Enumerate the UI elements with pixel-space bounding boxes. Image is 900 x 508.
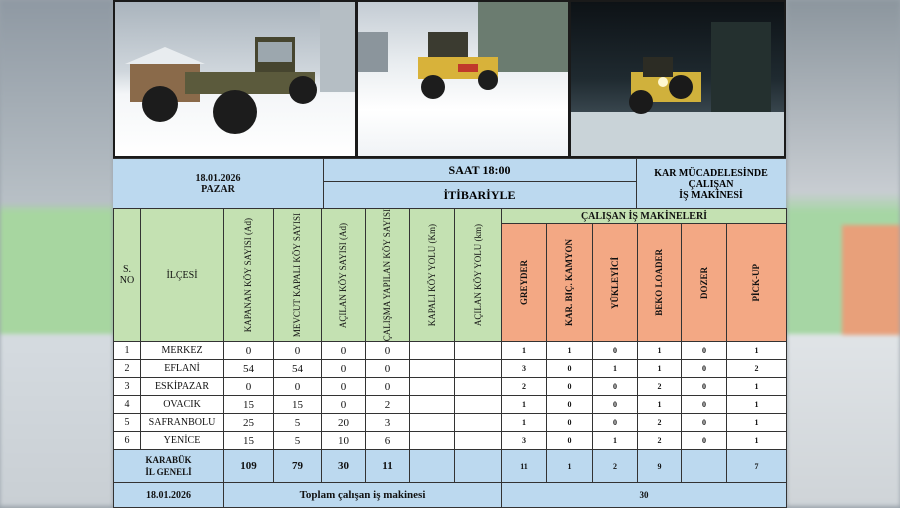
table-cell: SAFRANBOLU xyxy=(141,414,224,432)
col-acilan-header: AÇILAN KÖY SAYISI (Ad) xyxy=(322,209,366,342)
background-left-blur xyxy=(0,0,113,506)
table-cell xyxy=(410,360,455,378)
photo-grader-village xyxy=(115,2,355,156)
snow-report-table xyxy=(113,208,787,508)
table-cell: 0 xyxy=(322,342,366,360)
table-cell: OVACIK xyxy=(141,396,224,414)
table-row xyxy=(114,432,787,450)
table-cell: 0 xyxy=(593,342,638,360)
table-cell: 15 xyxy=(224,396,274,414)
col-mevcut-header: MEVCUT KAPALI KÖY SAYISI xyxy=(274,209,322,342)
table-cell xyxy=(455,432,502,450)
footer-row xyxy=(114,483,787,508)
photo-grader-road xyxy=(358,2,568,156)
machines-title-line-2: ÇALIŞAN xyxy=(688,178,734,190)
total-label: KARABÜK İL GENELİ xyxy=(114,450,224,483)
table-cell: 0 xyxy=(682,396,727,414)
table-cell: 1 xyxy=(502,414,547,432)
table-cell: 1 xyxy=(547,450,593,483)
table-cell: 54 xyxy=(224,360,274,378)
table-cell xyxy=(455,342,502,360)
table-cell: 1 xyxy=(593,432,638,450)
col-kapanan-header: KAPANAN KÖY SAYISI (Ad) xyxy=(224,209,274,342)
table-cell xyxy=(455,396,502,414)
col-pickup-header: PİCK-UP xyxy=(727,224,787,342)
table-cell: 0 xyxy=(322,378,366,396)
total-kapanan: 109 xyxy=(224,450,274,483)
table-cell: 10 xyxy=(322,432,366,450)
table-cell: 6 xyxy=(366,432,410,450)
background-orange-block xyxy=(842,225,900,335)
table-cell: 0 xyxy=(322,360,366,378)
table-cell: 0 xyxy=(224,378,274,396)
report-day: PAZAR xyxy=(201,184,235,195)
table-row xyxy=(114,378,787,396)
table-cell: 1 xyxy=(727,396,787,414)
table-cell: 25 xyxy=(224,414,274,432)
table-cell: 3 xyxy=(366,414,410,432)
table-cell: 0 xyxy=(547,414,593,432)
table-cell: 0 xyxy=(593,396,638,414)
table-cell xyxy=(455,378,502,396)
table-cell xyxy=(455,360,502,378)
table-cell: EFLANİ xyxy=(141,360,224,378)
table-cell: 0 xyxy=(274,378,322,396)
table-cell: 3 xyxy=(502,360,547,378)
table-cell: 0 xyxy=(547,360,593,378)
table-row xyxy=(114,414,787,432)
header-date-cell xyxy=(113,159,324,209)
table-cell: 15 xyxy=(224,432,274,450)
col-kamyon-header: KAR. BIÇ. KAMYON xyxy=(547,224,593,342)
table-cell: 2 xyxy=(593,450,638,483)
table-cell: 0 xyxy=(547,432,593,450)
table-cell: 0 xyxy=(593,378,638,396)
report-header xyxy=(113,158,786,209)
table-cell: 1 xyxy=(638,360,682,378)
table-cell: 1 xyxy=(593,360,638,378)
table-cell: 1 xyxy=(727,378,787,396)
table-cell xyxy=(410,414,455,432)
footer-date: 18.01.2026 xyxy=(114,483,224,508)
total-acilan: 30 xyxy=(322,450,366,483)
table-cell: MERKEZ xyxy=(141,342,224,360)
col-greyder-header: GREYDER xyxy=(502,224,547,342)
machines-title-line-1: KAR MÜCADELESİNDE xyxy=(654,167,768,179)
col-calisma-header: ÇALIŞMA YAPILAN KÖY SAYISI xyxy=(366,209,410,342)
table-cell: 15 xyxy=(274,396,322,414)
table-cell xyxy=(410,342,455,360)
total-mevcut: 79 xyxy=(274,450,322,483)
table-cell: 1 xyxy=(502,342,547,360)
table-cell: 1 xyxy=(638,342,682,360)
table-cell: 0 xyxy=(682,414,727,432)
table-cell xyxy=(455,414,502,432)
table-cell xyxy=(410,432,455,450)
background-right-blur xyxy=(787,0,900,506)
table-cell: 54 xyxy=(274,360,322,378)
table-cell: 0 xyxy=(682,342,727,360)
table-cell: 0 xyxy=(366,360,410,378)
total-calisma: 11 xyxy=(366,450,410,483)
table-cell: 5 xyxy=(274,432,322,450)
col-kapali-yol-header: KAPALI KÖY YOLU (Km) xyxy=(410,209,455,342)
table-cell: 1 xyxy=(114,342,141,360)
table-cell xyxy=(455,450,502,483)
table-cell: 2 xyxy=(638,432,682,450)
machines-title xyxy=(636,159,786,209)
table-row xyxy=(114,396,787,414)
report-date: 18.01.2026 xyxy=(195,173,241,184)
table-cell: 2 xyxy=(502,378,547,396)
table-cell: 0 xyxy=(682,360,727,378)
table-cell: 4 xyxy=(114,396,141,414)
table-cell: 2 xyxy=(727,360,787,378)
table-cell: 0 xyxy=(547,378,593,396)
table-cell: 11 xyxy=(502,450,547,483)
report-as-of: İTİBARİYLE xyxy=(323,182,637,209)
machines-header: ÇALIŞAN İŞ MAKİNELERİ xyxy=(502,209,787,224)
table-cell: ESKİPAZAR xyxy=(141,378,224,396)
photo-strip xyxy=(113,0,786,158)
table-cell: 0 xyxy=(366,378,410,396)
table-cell xyxy=(682,450,727,483)
photo-grader-night xyxy=(571,2,784,156)
table-cell: 7 xyxy=(727,450,787,483)
grader-night-illustration xyxy=(571,2,784,156)
table-cell: 20 xyxy=(322,414,366,432)
table-cell: 0 xyxy=(682,432,727,450)
table-cell: 1 xyxy=(638,396,682,414)
machines-title-line-3: İŞ MAKİNESİ xyxy=(679,189,743,201)
table-cell: 0 xyxy=(366,342,410,360)
grader-illustration xyxy=(115,2,355,156)
table-cell: 0 xyxy=(547,396,593,414)
table-cell: 2 xyxy=(366,396,410,414)
table-cell: YENİCE xyxy=(141,432,224,450)
table-cell: 1 xyxy=(502,396,547,414)
col-dozer-header: DOZER xyxy=(682,224,727,342)
col-ilce-header: İLÇESİ xyxy=(141,209,224,342)
table-cell: 3 xyxy=(114,378,141,396)
total-row xyxy=(114,450,787,483)
table-row xyxy=(114,360,787,378)
report-time: SAAT 18:00 xyxy=(323,159,637,182)
footer-label: Toplam çalışan iş makinesi xyxy=(224,483,502,508)
table-cell: 0 xyxy=(682,378,727,396)
table-cell: 1 xyxy=(727,432,787,450)
col-acilan-yol-header: AÇILAN KÖY YOLU (km) xyxy=(455,209,502,342)
table-cell: 2 xyxy=(638,378,682,396)
table-cell: 0 xyxy=(224,342,274,360)
table-cell: 5 xyxy=(274,414,322,432)
table-cell: 0 xyxy=(593,414,638,432)
col-beko-header: BEKO LOADER xyxy=(638,224,682,342)
table-cell xyxy=(410,396,455,414)
table-cell: 0 xyxy=(274,342,322,360)
grader-road-illustration xyxy=(358,2,568,156)
table-cell: 3 xyxy=(502,432,547,450)
report-panel xyxy=(113,0,786,506)
table-cell: 1 xyxy=(727,342,787,360)
table-cell: 2 xyxy=(638,414,682,432)
table-cell: 6 xyxy=(114,432,141,450)
table-cell xyxy=(410,378,455,396)
table-row xyxy=(114,342,787,360)
table-cell xyxy=(410,450,455,483)
table-cell: 1 xyxy=(727,414,787,432)
table-cell: 5 xyxy=(114,414,141,432)
table-cell: 1 xyxy=(547,342,593,360)
col-yukleyici-header: YÜKLEYİCİ xyxy=(593,224,638,342)
table-cell: 9 xyxy=(638,450,682,483)
footer-total-value: 30 xyxy=(502,483,787,508)
table-cell: 2 xyxy=(114,360,141,378)
col-sno-header: S. NO xyxy=(114,209,141,342)
table-cell: 0 xyxy=(322,396,366,414)
